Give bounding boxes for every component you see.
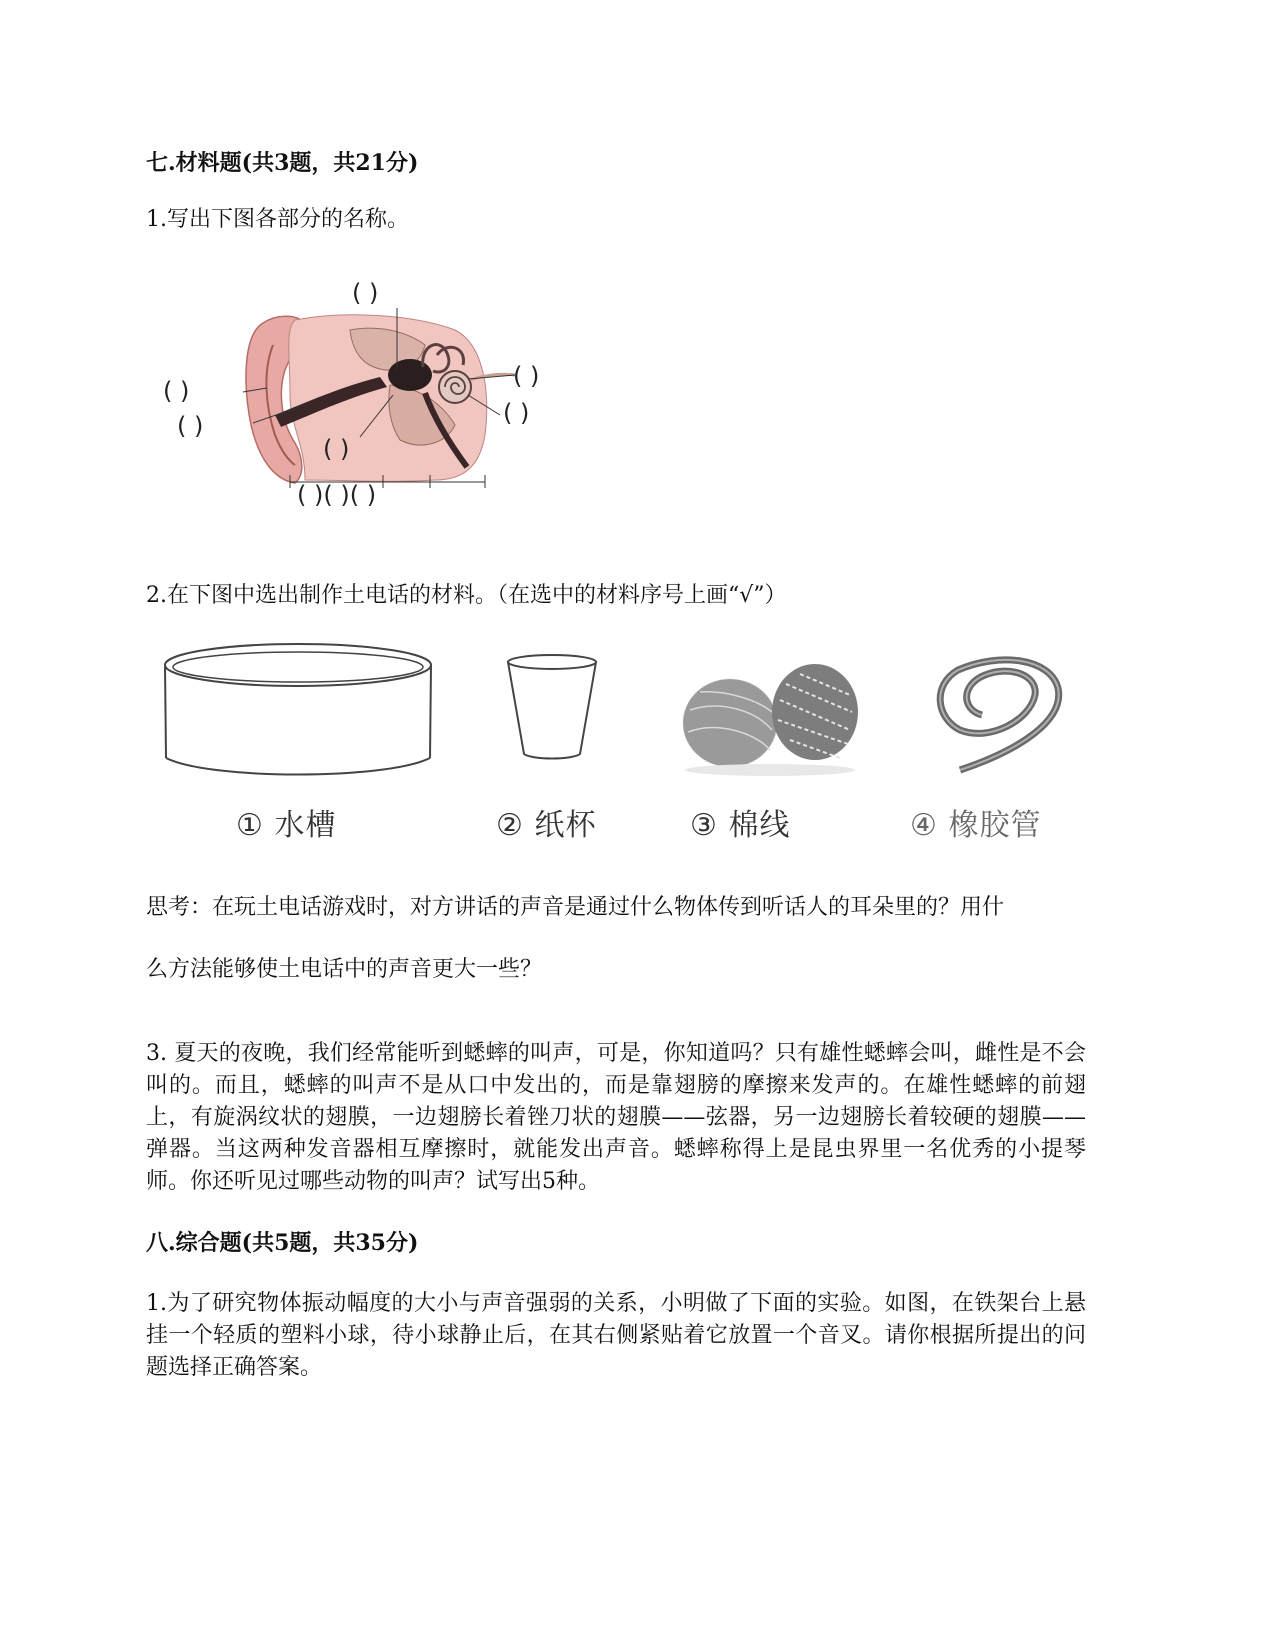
blank-middle: ( ) <box>323 435 350 463</box>
material-number: ② <box>496 808 524 843</box>
material-label-1 <box>236 800 336 844</box>
s8-q1-text: 1.为了研究物体振动幅度的大小与声音强弱的关系，小明做了下面的实验。如图，在铁架台上悬挂一个轻质的塑料小球，待小球静止后，在其右侧紧贴着它放置一个音叉。请你根据所提出的问题选择正确答案。 <box>146 1291 1086 1380</box>
think-line-1: 思考：在玩土电话游戏时，对方讲话的声音是通过什么物体传到听话人的耳朵里的？用什 <box>146 895 1005 920</box>
rubber-tube-icon <box>940 660 1059 770</box>
section7-heading: 七.材料题(共3题，共21分) <box>146 150 419 176</box>
material-label-2 <box>496 800 596 844</box>
blank-bottom-row: ( )( )( ) <box>297 481 377 509</box>
blank-top: ( ) <box>352 279 379 307</box>
think-line-2: 么方法能够使土电话中的声音更大一些？ <box>146 957 543 982</box>
material-label-4 <box>910 800 1041 844</box>
blank-right-1: ( ) <box>513 362 540 390</box>
q3-text: 3. 夏天的夜晚，我们经常能听到蟋蟀的叫声，可是，你知道吗？只有雄性蟋蟀会叫，雌性是不会叫的。而且，蟋蟀的叫声不是从口中发出的，而是靠翅膀的摩擦来发声的。在雄性蟋蟀的前翅上，有旋涡纹状的翅膜，一边翅膀长着锉刀状的翅膜——弦器，另一边翅膀长着较硬的翅膜——弹器。当这两种发音器相互摩擦时，就能发出声音。蟋蟀称得上是昆虫界里一名优秀的小提琴师。你还听见过哪些动物的叫声？试写出5种。 <box>146 1041 1086 1194</box>
ear-diagram <box>155 275 635 515</box>
materials-pictures <box>160 640 1070 790</box>
material-number: ④ <box>910 808 938 843</box>
material-name: 橡胶管 <box>948 808 1042 843</box>
material-name: 水槽 <box>274 808 337 843</box>
q2-text: 2.在下图中选出制作土电话的材料。（在选中的材料序号上画“√”） <box>146 583 787 608</box>
blank-left-2: ( ) <box>177 412 204 440</box>
cotton-thread-icon <box>683 664 858 776</box>
paper-cup-icon <box>508 655 596 759</box>
material-number: ① <box>236 808 264 843</box>
material-label-3 <box>690 800 790 844</box>
blank-left-1: ( ) <box>163 377 190 405</box>
blank-right-2: ( ) <box>503 399 530 427</box>
material-name: 纸杯 <box>534 808 597 843</box>
section8-heading: 八.综合题(共5题，共35分) <box>146 1230 419 1256</box>
material-number: ③ <box>690 808 718 843</box>
q1-text: 1.写出下图各部分的名称。 <box>146 207 409 232</box>
ear-illustration <box>155 275 635 515</box>
material-name: 棉线 <box>728 808 791 843</box>
water-tank-icon <box>165 644 431 775</box>
